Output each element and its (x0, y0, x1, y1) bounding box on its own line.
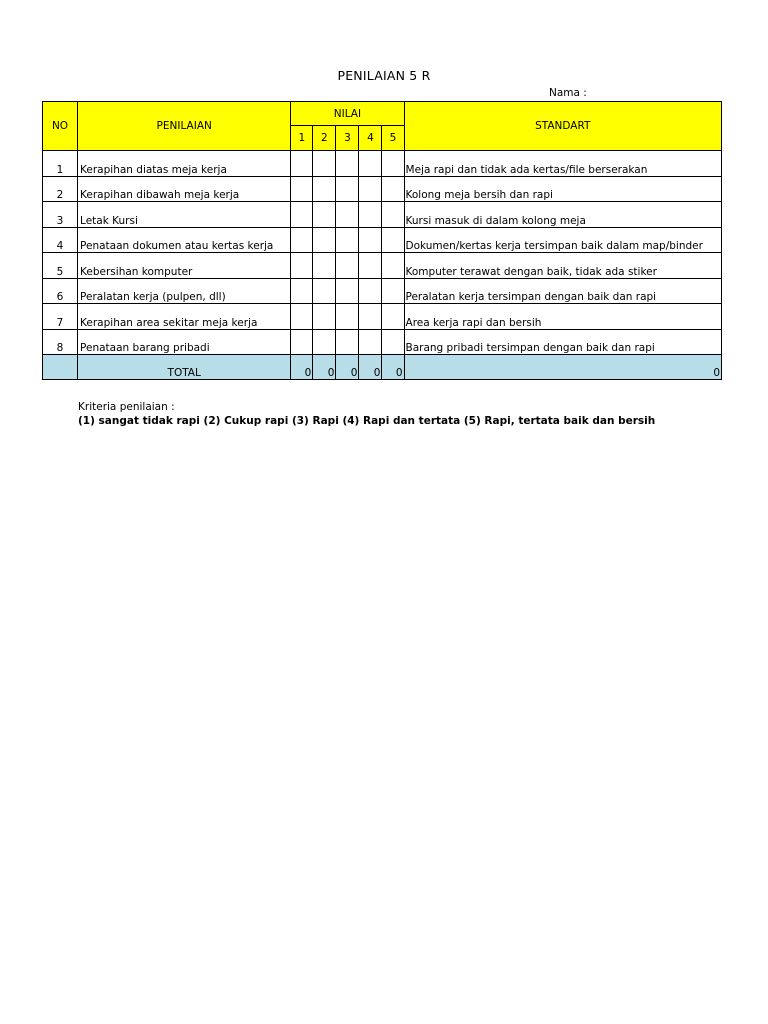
total-grand: 0 (404, 355, 721, 380)
row-penilaian: Peralatan kerja (pulpen, dll) (78, 278, 291, 304)
row-no: 2 (43, 176, 78, 202)
total-row (43, 355, 722, 380)
row-standart: Peralatan kerja tersimpan dengan baik dan rapi (404, 278, 721, 304)
row-standart: Barang pribadi tersimpan dengan baik dan rapi (404, 329, 721, 355)
row-standart: Komputer terawat dengan baik, tidak ada stiker (404, 253, 721, 279)
header-score-2: 2 (313, 126, 336, 151)
row-standart: Kolong meja bersih dan rapi (404, 176, 721, 202)
row-penilaian: Kerapihan diatas meja kerja (78, 151, 291, 177)
score-cell-5[interactable] (382, 278, 404, 304)
score-cell-3[interactable] (336, 253, 359, 279)
header-score-5: 5 (382, 126, 404, 151)
score-cell-2[interactable] (313, 151, 336, 177)
row-no: 3 (43, 202, 78, 228)
score-cell-1[interactable] (291, 151, 313, 177)
score-cell-1[interactable] (291, 329, 313, 355)
score-cell-4[interactable] (359, 278, 382, 304)
page-title: PENILAIAN 5 R (337, 68, 431, 83)
score-cell-4[interactable] (359, 253, 382, 279)
score-cell-2[interactable] (313, 278, 336, 304)
score-cell-4[interactable] (359, 151, 382, 177)
header-nilai: NILAI (291, 102, 404, 126)
score-cell-2[interactable] (313, 202, 336, 228)
table-row (43, 329, 722, 355)
row-no: 7 (43, 304, 78, 330)
score-cell-3[interactable] (336, 176, 359, 202)
row-no: 8 (43, 329, 78, 355)
score-cell-2[interactable] (313, 329, 336, 355)
row-penilaian: Kerapihan area sekitar meja kerja (78, 304, 291, 330)
total-score-1: 0 (291, 355, 313, 380)
score-cell-5[interactable] (382, 304, 404, 330)
row-penilaian: Letak Kursi (78, 202, 291, 228)
score-cell-5[interactable] (382, 176, 404, 202)
header-no: NO (43, 102, 78, 151)
table-row (43, 202, 722, 228)
score-cell-3[interactable] (336, 151, 359, 177)
score-cell-4[interactable] (359, 227, 382, 253)
total-score-2: 0 (313, 355, 336, 380)
total-score-4: 0 (359, 355, 382, 380)
row-no: 5 (43, 253, 78, 279)
row-standart: Meja rapi dan tidak ada kertas/file berserakan (404, 151, 721, 177)
header-penilaian: PENILAIAN (78, 102, 291, 151)
criteria-label: Kriteria penilaian : (78, 401, 175, 413)
score-cell-3[interactable] (336, 278, 359, 304)
score-cell-4[interactable] (359, 176, 382, 202)
table-row (43, 176, 722, 202)
table-row (43, 278, 722, 304)
row-no: 6 (43, 278, 78, 304)
score-cell-1[interactable] (291, 253, 313, 279)
score-cell-1[interactable] (291, 176, 313, 202)
header-standart: STANDART (404, 102, 721, 151)
total-no-cell (43, 355, 78, 380)
row-no: 1 (43, 151, 78, 177)
score-cell-1[interactable] (291, 202, 313, 228)
table-row (43, 304, 722, 330)
header-row (43, 102, 722, 126)
total-label: TOTAL (78, 355, 291, 380)
row-penilaian: Penataan barang pribadi (78, 329, 291, 355)
score-cell-1[interactable] (291, 304, 313, 330)
score-cell-3[interactable] (336, 227, 359, 253)
score-cell-2[interactable] (313, 304, 336, 330)
header-score-3: 3 (336, 126, 359, 151)
header-score-1: 1 (291, 126, 313, 151)
table-row (43, 151, 722, 177)
row-standart: Dokumen/kertas kerja tersimpan baik dalam map/binder (404, 227, 721, 253)
score-cell-3[interactable] (336, 329, 359, 355)
row-penilaian: Penataan dokumen atau kertas kerja (78, 227, 291, 253)
score-cell-3[interactable] (336, 304, 359, 330)
score-cell-1[interactable] (291, 278, 313, 304)
score-cell-4[interactable] (359, 202, 382, 228)
header-score-4: 4 (359, 126, 382, 151)
score-cell-2[interactable] (313, 253, 336, 279)
row-no: 4 (43, 227, 78, 253)
table-row (43, 253, 722, 279)
table-row (43, 227, 722, 253)
row-standart: Kursi masuk di dalam kolong meja (404, 202, 721, 228)
score-cell-1[interactable] (291, 227, 313, 253)
nama-label: Nama : (549, 87, 587, 99)
total-score-3: 0 (336, 355, 359, 380)
score-cell-2[interactable] (313, 176, 336, 202)
row-penilaian: Kerapihan dibawah meja kerja (78, 176, 291, 202)
assessment-table (42, 101, 722, 380)
criteria-text: (1) sangat tidak rapi (2) Cukup rapi (3) Rapi (4) Rapi dan tertata (5) Rapi, tertata baik dan bersih (78, 415, 656, 427)
score-cell-5[interactable] (382, 202, 404, 228)
score-cell-5[interactable] (382, 253, 404, 279)
score-cell-5[interactable] (382, 329, 404, 355)
score-cell-3[interactable] (336, 202, 359, 228)
row-penilaian: Kebersihan komputer (78, 253, 291, 279)
score-cell-4[interactable] (359, 304, 382, 330)
score-cell-2[interactable] (313, 227, 336, 253)
score-cell-5[interactable] (382, 227, 404, 253)
score-cell-4[interactable] (359, 329, 382, 355)
total-score-5: 0 (382, 355, 404, 380)
row-standart: Area kerja rapi dan bersih (404, 304, 721, 330)
score-cell-5[interactable] (382, 151, 404, 177)
